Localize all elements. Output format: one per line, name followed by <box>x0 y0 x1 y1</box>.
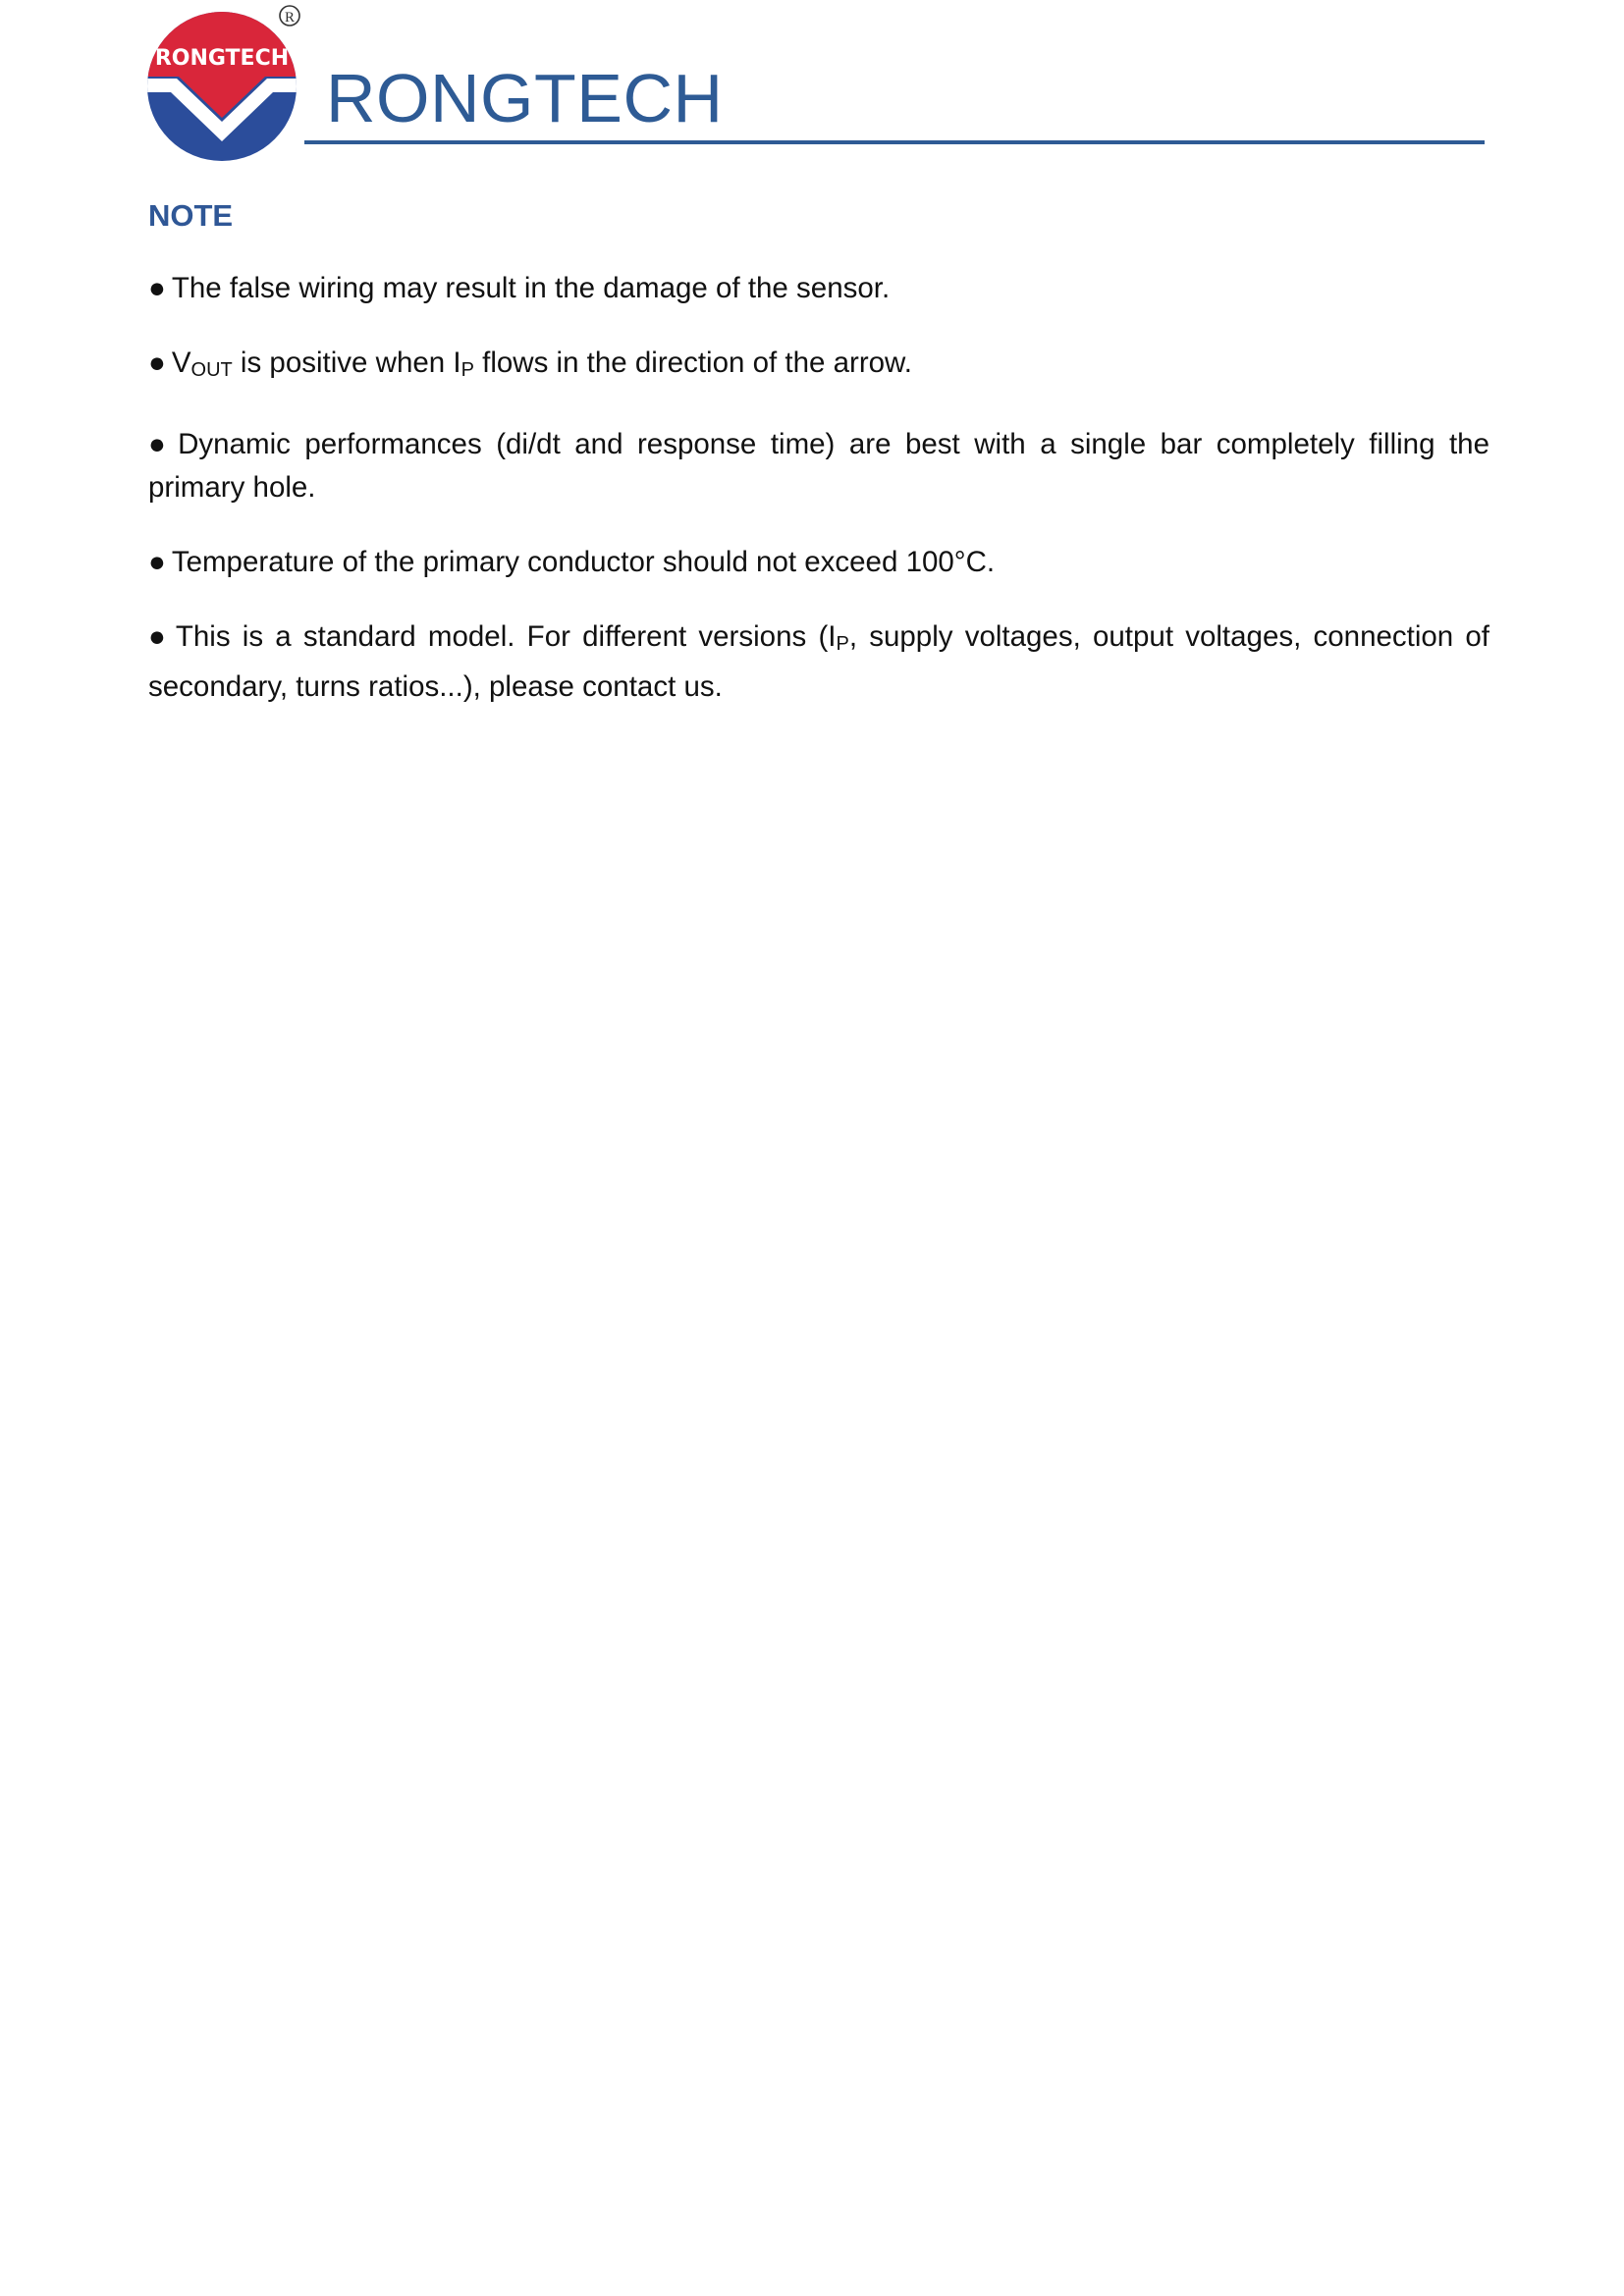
bullet-icon: ● <box>148 347 166 379</box>
note-item <box>148 267 1489 310</box>
subscript-p: P <box>836 633 849 655</box>
note-text-b: , supply voltages, output voltages, connection of secondary, turns ratios...), please contact us. <box>148 620 1490 703</box>
note-text-end: flows in the direction of the arrow. <box>473 347 912 379</box>
note-text: Temperature of the primary conductor should not exceed 100°C. <box>171 546 996 578</box>
note-text: Dynamic performances (di/dt and response time) are best with a single bar completely filling the primary hole. <box>148 428 1489 504</box>
registered-mark: R <box>284 10 296 26</box>
note-item <box>148 423 1489 509</box>
note-text-a: This is a standard model. For different versions (I <box>175 620 837 653</box>
note-text-mid: is positive when I <box>232 347 461 379</box>
brand-title: RONGTECH <box>326 60 724 136</box>
note-item <box>148 541 1489 584</box>
bullet-icon: ● <box>148 620 170 653</box>
note-text-v: V <box>171 347 191 379</box>
note-section <box>148 196 1489 740</box>
note-item <box>148 615 1489 709</box>
bullet-icon: ● <box>148 428 173 460</box>
notes-list <box>148 267 1489 709</box>
header-rule <box>304 140 1485 144</box>
logo-text: RONGTECH <box>154 46 290 71</box>
note-item <box>148 342 1489 392</box>
section-heading: NOTE <box>148 198 234 233</box>
bullet-icon: ● <box>148 272 166 304</box>
rongtech-logo <box>147 2 304 164</box>
bullet-icon: ● <box>148 546 166 578</box>
subscript-out: OUT <box>190 359 233 381</box>
note-text: The false wiring may result in the damage of the sensor. <box>171 272 891 304</box>
subscript-p: P <box>460 359 474 381</box>
page-header <box>0 0 1624 167</box>
